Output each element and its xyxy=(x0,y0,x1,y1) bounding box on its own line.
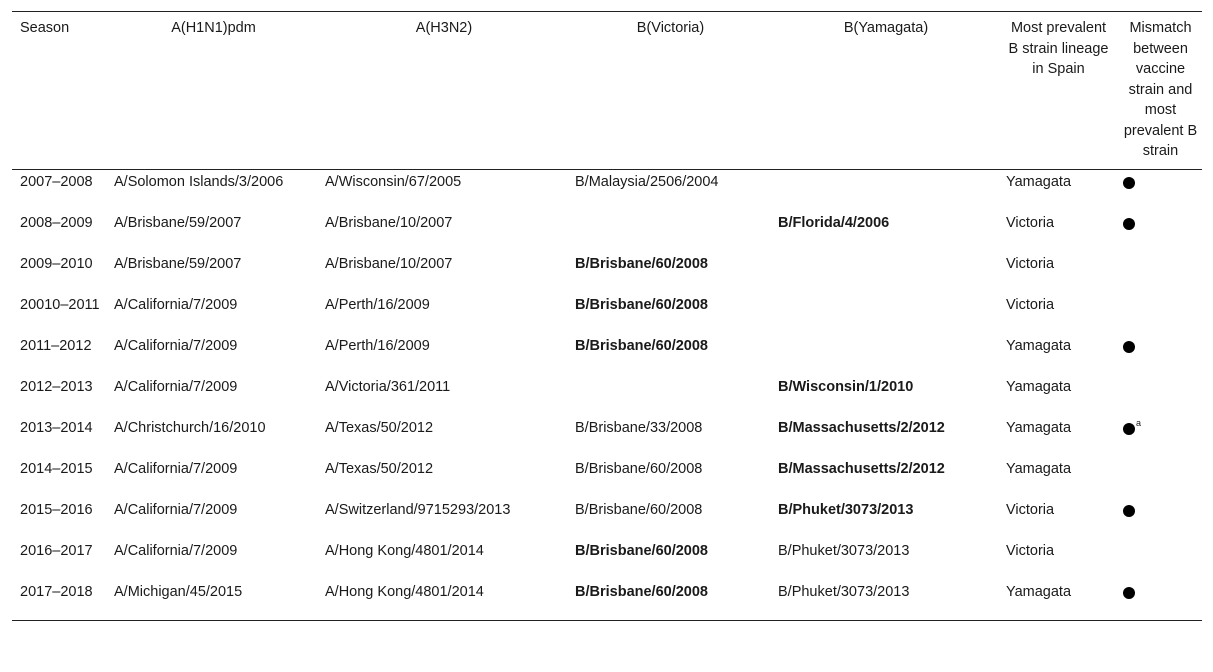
table-row xyxy=(12,456,1202,497)
table-row xyxy=(12,333,1202,374)
cell-h1n1: A/Christchurch/16/2010 xyxy=(114,420,266,436)
table-row xyxy=(12,251,1202,292)
header-victoria: B(Victoria) xyxy=(636,20,705,36)
cell-h3n2: A/Texas/50/2012 xyxy=(325,461,434,477)
table-container xyxy=(12,11,1202,621)
cell-prevalent-lineage: Yamagata xyxy=(1006,379,1072,395)
cell-mismatch xyxy=(1115,210,1202,251)
cell-h3n2: A/Perth/16/2009 xyxy=(325,297,430,313)
table-row xyxy=(12,292,1202,333)
cell-h3n2: A/Brisbane/10/2007 xyxy=(325,256,453,272)
cell-season: 2013–2014 xyxy=(20,420,93,436)
cell-season: 2017–2018 xyxy=(20,584,93,600)
cell-mismatch xyxy=(1115,292,1202,333)
cell-mismatch xyxy=(1115,169,1202,210)
cell-season: 2007–2008 xyxy=(20,173,93,190)
influenza-vaccine-strain-table xyxy=(12,11,1202,621)
cell-h1n1: A/Brisbane/59/2007 xyxy=(114,215,242,231)
cell-season: 2009–2010 xyxy=(20,256,93,272)
cell-yamagata: B/Florida/4/2006 xyxy=(778,215,890,231)
cell-season: 2012–2013 xyxy=(20,379,93,395)
mismatch-dot-icon xyxy=(1123,423,1135,435)
cell-prevalent-lineage: Victoria xyxy=(1006,256,1055,272)
table-body xyxy=(12,169,1202,620)
cell-victoria: B/Brisbane/60/2008 xyxy=(575,461,703,477)
cell-prevalent-lineage: Yamagata xyxy=(1006,584,1072,600)
cell-h1n1: A/Brisbane/59/2007 xyxy=(114,256,242,272)
cell-mismatch xyxy=(1115,374,1202,415)
header-h3n2: A(H3N2) xyxy=(415,20,473,36)
cell-victoria: B/Brisbane/60/2008 xyxy=(575,297,708,313)
cell-prevalent-lineage: Yamagata xyxy=(1006,338,1072,354)
cell-victoria: B/Brisbane/60/2008 xyxy=(575,338,708,354)
cell-h1n1: A/California/7/2009 xyxy=(114,502,238,518)
header-mismatch: Mismatch between vaccine strain and most prevalent B strain xyxy=(1123,20,1198,159)
cell-yamagata xyxy=(770,333,998,374)
cell-season: 2008–2009 xyxy=(20,215,93,231)
cell-h1n1: A/California/7/2009 xyxy=(114,543,238,559)
table-row xyxy=(12,415,1202,456)
cell-victoria: B/Brisbane/60/2008 xyxy=(575,584,708,600)
cell-yamagata xyxy=(770,251,998,292)
cell-season: 2016–2017 xyxy=(20,543,93,559)
cell-h1n1: A/California/7/2009 xyxy=(114,379,238,395)
cell-season: 2014–2015 xyxy=(20,461,93,477)
cell-victoria: B/Brisbane/60/2008 xyxy=(575,543,708,559)
cell-yamagata xyxy=(770,292,998,333)
cell-mismatch xyxy=(1115,415,1202,456)
cell-mismatch xyxy=(1115,456,1202,497)
cell-mismatch xyxy=(1115,579,1202,620)
mismatch-dot-icon xyxy=(1123,218,1135,230)
cell-prevalent-lineage: Victoria xyxy=(1006,543,1055,559)
table-row xyxy=(12,210,1202,251)
header-h1n1: A(H1N1)pdm xyxy=(171,20,256,36)
cell-prevalent-lineage: Victoria xyxy=(1006,502,1055,518)
cell-h3n2: A/Switzerland/9715293/2013 xyxy=(325,502,511,518)
table-row xyxy=(12,579,1202,620)
table-row xyxy=(12,538,1202,579)
cell-yamagata xyxy=(770,169,998,210)
cell-yamagata: B/Phuket/3073/2013 xyxy=(778,543,910,559)
table-row xyxy=(12,169,1202,210)
cell-h3n2: A/Victoria/361/2011 xyxy=(325,379,451,395)
cell-yamagata: B/Massachusetts/2/2012 xyxy=(778,420,945,436)
cell-h1n1: A/Michigan/45/2015 xyxy=(114,584,243,600)
cell-prevalent-lineage: Yamagata xyxy=(1006,461,1072,477)
mismatch-dot-icon xyxy=(1123,505,1135,517)
header-prevalent-lineage: Most prevalent B strain lineage in Spain xyxy=(1008,20,1109,77)
cell-prevalent-lineage: Victoria xyxy=(1006,297,1055,313)
cell-yamagata: B/Phuket/3073/2013 xyxy=(778,584,910,600)
cell-victoria: B/Malaysia/2506/2004 xyxy=(575,173,719,190)
cell-h3n2: A/Texas/50/2012 xyxy=(325,420,434,436)
mismatch-dot-icon xyxy=(1123,587,1135,599)
cell-mismatch xyxy=(1115,538,1202,579)
cell-yamagata: B/Phuket/3073/2013 xyxy=(778,502,914,518)
cell-h3n2: A/Hong Kong/4801/2014 xyxy=(325,584,484,600)
cell-yamagata: B/Massachusetts/2/2012 xyxy=(778,461,945,477)
cell-prevalent-lineage: Victoria xyxy=(1006,215,1055,231)
cell-yamagata: B/Wisconsin/1/2010 xyxy=(778,379,914,395)
cell-season: 20010–2011 xyxy=(20,297,100,313)
cell-prevalent-lineage: Yamagata xyxy=(1006,420,1072,436)
mismatch-dot-icon xyxy=(1123,177,1135,189)
cell-victoria: B/Brisbane/33/2008 xyxy=(575,420,703,436)
cell-mismatch xyxy=(1115,497,1202,538)
header-yamagata: B(Yamagata) xyxy=(843,20,929,36)
table-row xyxy=(12,497,1202,538)
cell-prevalent-lineage: Yamagata xyxy=(1006,173,1072,190)
cell-h3n2: A/Perth/16/2009 xyxy=(325,338,430,354)
cell-victoria: B/Brisbane/60/2008 xyxy=(575,502,703,518)
table-header-row xyxy=(12,12,1202,170)
cell-victoria xyxy=(567,374,770,415)
cell-mismatch xyxy=(1115,333,1202,374)
cell-mismatch xyxy=(1115,251,1202,292)
cell-h1n1: A/California/7/2009 xyxy=(114,297,238,313)
cell-h3n2: A/Hong Kong/4801/2014 xyxy=(325,543,484,559)
cell-season: 2011–2012 xyxy=(20,338,92,354)
cell-h1n1: A/California/7/2009 xyxy=(114,338,238,354)
mismatch-dot-icon xyxy=(1123,341,1135,353)
cell-h3n2: A/Brisbane/10/2007 xyxy=(325,215,453,231)
table-row xyxy=(12,374,1202,415)
header-season: Season xyxy=(20,20,70,36)
cell-h1n1: A/California/7/2009 xyxy=(114,461,238,477)
cell-victoria xyxy=(567,210,770,251)
cell-h1n1: A/Solomon Islands/3/2006 xyxy=(114,173,284,190)
cell-season: 2015–2016 xyxy=(20,502,93,518)
footnote-marker: a xyxy=(1136,418,1142,428)
cell-victoria: B/Brisbane/60/2008 xyxy=(575,256,708,272)
cell-h3n2: A/Wisconsin/67/2005 xyxy=(325,173,462,190)
